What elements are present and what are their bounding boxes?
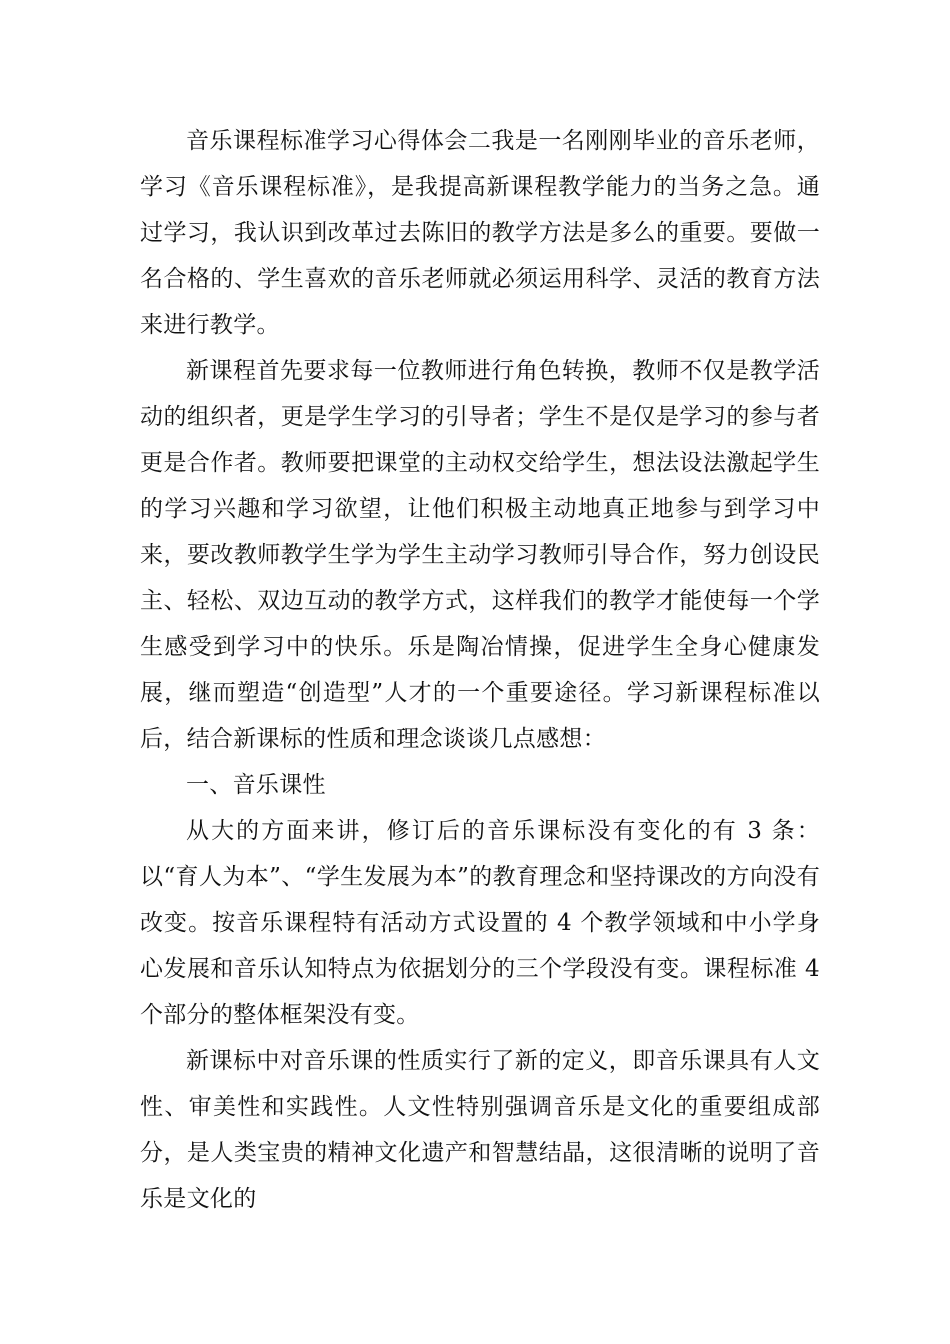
paragraph-course-nature: 新课标中对音乐课的性质实行了新的定义，即音乐课具有人文性、审美性和实践性。人文性特别强调音乐是文化的重要组成部分，是人类宝贵的精神文化遗产和智慧结晶，这很清晰的说明了音乐是文化的 (140, 1048, 820, 1212)
paragraph-new-curriculum: 新课程首先要求每一位教师进行角色转换，教师不仅是教学活动的组织者，更是学生学习的引导者；学生不是仅是学习的参与者更是合作者。教师要把课堂的主动权交给学生，想法设法激起学生的学习兴趣和学习欲望，让他们积极主动地真正地参与到学习中来，要改教师教学生学为学生主动学习教师引导合作，努力创设民主、轻松、双边互动的教学方式，这样我们的教学才能使每一个学生感受到学习中的快乐。乐是陶冶情操，促进学生全身心健康发展，继而塑造“创造型”人才的一个重要途径。学习新课程标准以后，结合新课标的性质和理念谈谈几点感想： (140, 358, 820, 752)
paragraph-unchanged-items: 从大的方面来讲，修订后的音乐课标没有变化的有 3 条：以“育人为本”、“学生发展为本”的教育理念和坚持课改的方向没有改变。按音乐课程特有活动方式设置的 4 个教学领域和中小学身心发展和音乐认知特点为依据划分的三个学段没有变。课程标准 4 个部分的整体框架没有变。 (140, 818, 820, 1028)
paragraph-intro: 音乐课程标准学习心得体会二我是一名刚刚毕业的音乐老师，学习《音乐课程标准》，是我提高新课程教学能力的当务之急。通过学习，我认识到改革过去陈旧的教学方法是多么的重要。要做一名合格的、学生喜欢的音乐老师就必须运用科学、灵活的教育方法来进行教学。 (140, 128, 820, 338)
section-heading: 一、音乐课性 (186, 772, 326, 798)
document-body (140, 118, 820, 1222)
